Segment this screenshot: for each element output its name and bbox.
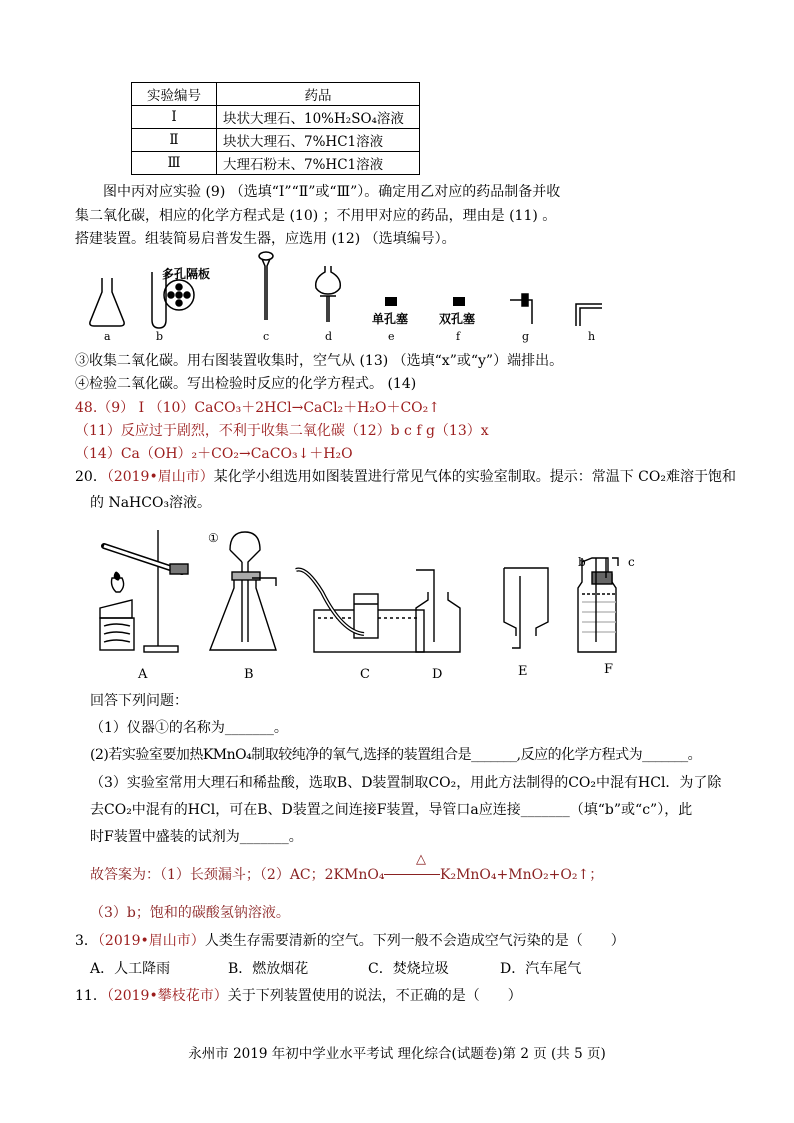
bent-glass-tube-icon [576,304,602,326]
reagent-table [131,82,420,175]
gas-jar-d-icon [416,570,460,652]
q1-line5: ④检验二氧化碳。写出检验时反应的化学方程式。 (14) [75,376,417,392]
stopper-double-label: 双孔塞 [439,312,476,326]
q20-sub3a: （3）实验室常用大理石和稀盐酸，选取B、D装置制取CO₂，用此方法制得的CO₂中混有HCl．为了除 [90,775,722,791]
circle-label: ① [208,531,219,545]
q3-option-d: D．汽车尾气 [500,961,582,977]
apparatus-label: g [522,330,530,343]
q1-line1: 图中丙对应实验 (9) （选填“Ⅰ”“Ⅱ”或“Ⅲ”）。确定用乙对应的药品制备并收 [103,184,561,200]
heating-apparatus-icon [100,530,188,652]
conical-flask-icon [90,278,124,326]
delta-symbol: △ [416,852,426,867]
table-cell: 块状大理石、7%HC1溶液 [217,129,420,152]
table-row [132,106,420,129]
apparatus-label: c [263,330,270,343]
table-header-cell: 药品 [217,83,420,106]
port-c-label: c [628,555,635,569]
q1-line2: 集二氧化碳，相应的化学方程式是 (10) ；不用甲对应的药品，理由是 (11) 。 [75,208,557,224]
glass-tube-clamp-icon [510,294,532,324]
q3-source: （2019•眉山市） [97,933,205,949]
q3-line [75,930,625,950]
q20-line1 [75,466,736,486]
answer-line3: （14）Ca（OH）₂＋CO₂→CaCO₃↓＋H₂O [75,446,353,462]
q20-sub3c: 时F装置中盛装的试剂为_______。 [90,829,303,845]
apparatus-label: C [360,667,370,682]
q1-line4: ③收集二氧化碳。用右图装置收集时，空气从 (13) （选填“x”或“y”）端排出。 [75,353,564,369]
apparatus-a-f-figure [92,522,652,682]
washing-bottle-icon [578,558,618,652]
q3-number: 3． [75,933,98,949]
apparatus-a-h-figure [82,250,622,345]
apparatus-label: b [156,330,164,343]
table-cell: 大理石粉末、7%HC1溶液 [217,152,420,175]
water-trough-icon [296,569,424,652]
table-cell: 块状大理石、10%H₂SO₄溶液 [217,106,420,129]
apparatus-label: D [432,667,443,682]
q20-sub2: (2)若实验室要加热KMnO₄制取较纯净的氧气,选择的装置组合是_______,反应的化学方程式为_______。 [90,747,702,763]
q20-sub3b: 去CO₂中混有的HCl，可在B、D装置之间连接F装置，导管口a应连接_______（填“b”或“c”），此 [90,802,693,818]
q20-text1: 某化学小组选用如图装置进行常见气体的实验室制取。提示：常温下 CO₂难溶于饱和 [213,469,736,485]
answer2-line2: （3）b；饱和的碳酸氢钠溶液。 [90,905,290,921]
apparatus-label: A [138,667,148,682]
q20-sub1: （1）仪器①的名称为_______。 [90,720,288,736]
q3-option-b: B．燃放烟花 [228,961,309,977]
table-cell: Ⅰ [132,106,217,129]
answer2-product: K₂MnO₄+MnO₂+O₂↑； [440,867,604,883]
apparatus-label: h [588,330,596,343]
q20-prompt: 回答下列问题： [90,693,188,709]
plate-label: 多孔隔板 [162,267,211,281]
q11-number: 11． [75,988,107,1004]
answer-line1: 48.（9） Ⅰ （10）CaCO₃＋2HCl→CaCl₂＋H₂O＋CO₂↑ [75,400,441,416]
separatory-funnel-icon [316,266,341,322]
table-header-row [132,83,420,106]
apparatus-label: d [325,330,333,343]
apparatus-label: a [104,330,111,343]
answer-line2: （11）反应过于剧烈，不利于收集二氧化碳（12）b c f g（13）x [75,423,489,439]
q3-text: 人类生存需要清新的空气。下列一般不会造成空气污染的是（ ） [204,933,625,949]
single-hole-stopper-icon [385,297,397,306]
table-cell: Ⅱ [132,129,217,152]
q11-text: 关于下列装置使用的说法，不正确的是（ ） [227,988,522,1004]
table-row [132,129,420,152]
apparatus-label: e [388,330,395,343]
table-header-cell: 实验编号 [132,83,217,106]
answer2-line1 [90,864,384,884]
stopper-single-label: 单孔塞 [372,312,409,326]
long-neck-funnel-icon [259,252,273,320]
apparatus-label: F [604,662,614,677]
q1-line3: 搭建装置。组装简易启普发生器，应选用 (12) （选填编号）。 [75,231,456,247]
q11-source: （2019•攀枝花市） [106,988,228,1004]
q20-source: （2019•眉山市） [106,469,214,485]
apparatus-label: E [518,664,528,679]
page-footer: 永州市 2019 年初中学业水平考试 理化综合(试题卷)第 2 页 (共 5 页) [188,1046,606,1062]
gas-jar-e-icon [504,568,548,648]
apparatus-label: B [244,667,254,682]
answer2-lead: 故答案为：（1）长颈漏斗；（2）AC；2KMnO₄ [90,867,385,883]
apparatus-label: f [456,330,461,343]
table-cell: Ⅲ [132,152,217,175]
reaction-arrow-line [384,874,440,875]
double-hole-stopper-icon [453,297,465,306]
q20-number: 20． [75,469,107,485]
port-b-label: b [578,555,586,569]
q3-option-c: C．焚烧垃圾 [368,961,449,977]
flask-with-funnel-icon [210,532,276,650]
q3-option-a: A．人工降雨 [90,961,171,977]
q20-line2: 的 NaHCO₃溶液。 [90,495,212,511]
q11-line [75,985,522,1005]
table-row [132,152,420,175]
